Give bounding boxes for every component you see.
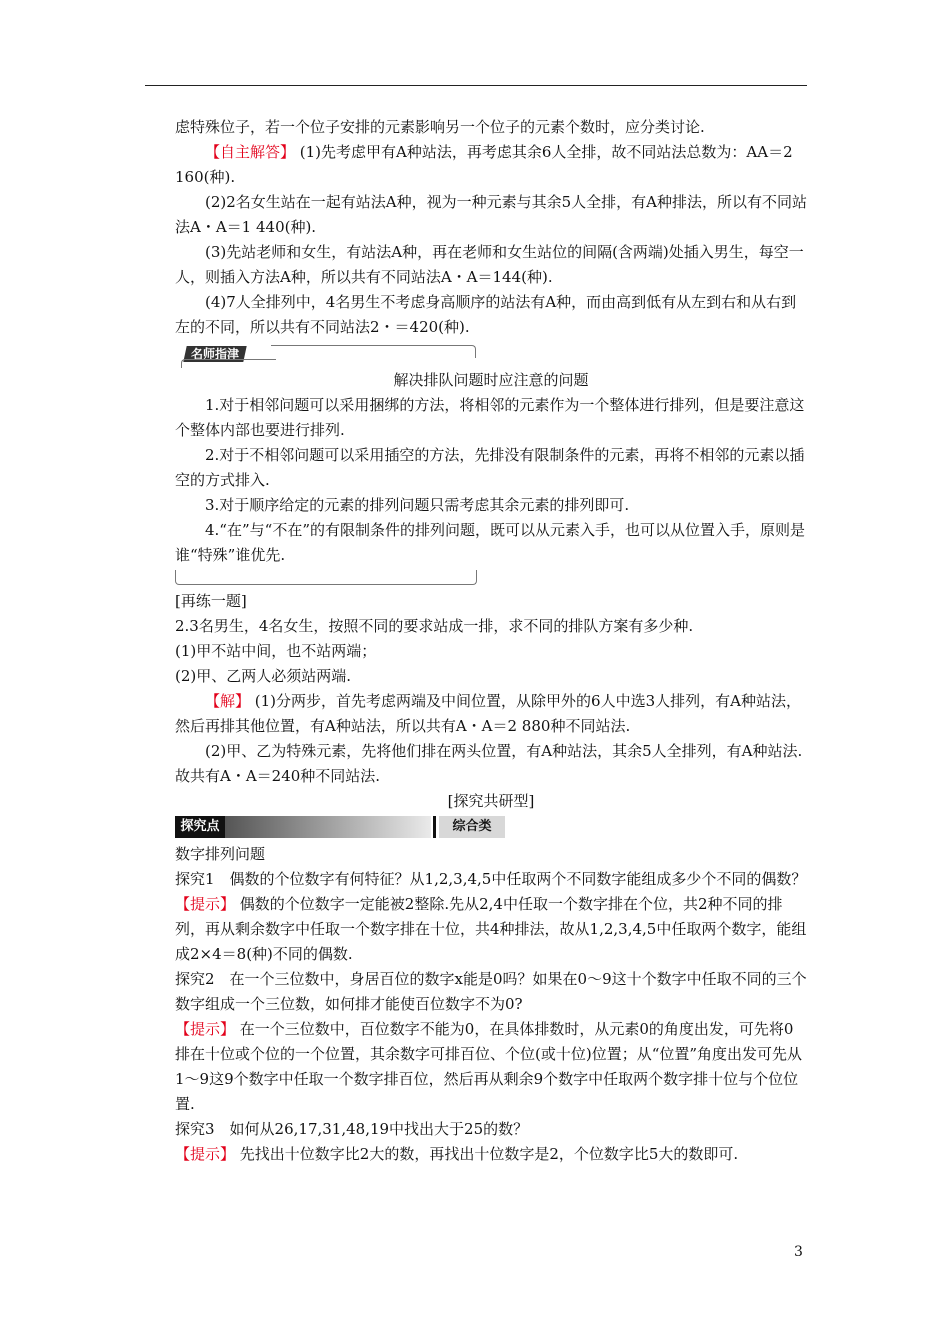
practice-question-2: (2)甲、乙两人必须站两端. bbox=[175, 667, 352, 685]
intro-line: 虑特殊位子，若一个位子安排的元素影响另一个位子的元素个数时，应分类讨论. bbox=[175, 118, 705, 136]
tip-title: 解决排队问题时应注意的问题 bbox=[393, 371, 589, 389]
hint-text-1: 偶数的个位数字一定能被2整除.先从2,4中任取一个数字排在个位，共2种不同的排列，再从剩余数字中任取一个数字排在十位，共4种排法，故从1,2,3,4,5中任取两个数字，能组成2×4＝8(种)不同的偶数. bbox=[175, 895, 807, 963]
tip-frame-bottom bbox=[175, 570, 477, 585]
explore-section-title: [探究共研型] bbox=[447, 792, 535, 810]
solution-label: 【解】 bbox=[205, 692, 251, 710]
hint-paragraph-1 bbox=[175, 892, 807, 967]
tip-item-3: 3.对于顺序给定的元素的排列问题只需考虑其余元素的排列即可. bbox=[205, 496, 630, 514]
explore-1: 探究1 偶数的个位数字有何特征？从1,2,3,4,5中任取两个不同数字能组成多少个不同的偶数？ bbox=[175, 870, 807, 888]
tip-item-4: 4.“在”与“不在”的有限制条件的排列问题，既可以从元素入手，也可以从位置入手，原则是谁“特殊”谁优先. bbox=[175, 521, 805, 564]
solution-text-1: (1)分两步，首先考虑两端及中间位置，从除甲外的6人中选3人排列，有A种站法，然后再排其他位置，有A种站法，所以共有A・A＝2 880种不同站法. bbox=[175, 692, 801, 735]
hint-text-2: 在一个三位数中，百位数字不能为0，在具体排数时，从元素0的角度出发，可先将0排在十位或个位的一个位置，其余数字可排百位、个位(或十位)位置；从“位置”角度出发可先从1～9这9个数字中任取一个数字排百位，然后再从剩余9个数字中任取两个数字排十位与个位位置. bbox=[175, 1020, 803, 1113]
hint-paragraph-3 bbox=[175, 1142, 807, 1167]
explore-topic: 数字排列问题 bbox=[175, 845, 266, 863]
hint-label-3: 【提示】 bbox=[175, 1145, 236, 1163]
explore-bar bbox=[175, 816, 505, 838]
bar-left-label: 探究点 bbox=[175, 816, 225, 838]
solution-paragraph-1 bbox=[175, 689, 807, 739]
tip-box-header bbox=[175, 344, 475, 366]
page-number: 3 bbox=[794, 1244, 803, 1260]
tip-item-2: 2.对于不相邻问题可以采用插空的方法，先排没有限制条件的元素，再将不相邻的元素以插空的方式排入. bbox=[175, 446, 805, 489]
answer-paragraph-2: (2)2名女生站在一起有站法A种，视为一种元素与其余5人全排，有A种排法，所以有不同站法A・A＝1 440(种). bbox=[175, 193, 808, 236]
answer-paragraph-3: (3)先站老师和女生，有站法A种，再在老师和女生站位的间隔(含两端)处插入男生，每空一人，则插入方法A种，所以共有不同站法A・A＝144(种). bbox=[175, 243, 804, 286]
practice-question: 2.3名男生，4名女生，按照不同的要求站成一排，求不同的排队方案有多少种. bbox=[175, 617, 694, 635]
tip-frame-left bbox=[181, 359, 276, 368]
hint-label-2: 【提示】 bbox=[175, 1020, 236, 1038]
bar-divider bbox=[433, 816, 436, 838]
tip-item-1: 1.对于相邻问题可以采用捆绑的方法，将相邻的元素作为一个整体进行排列，但是要注意这个整体内部也要进行排列. bbox=[175, 396, 805, 439]
answer-paragraph-1 bbox=[175, 140, 807, 190]
practice-heading: [再练一题] bbox=[175, 592, 247, 610]
hint-paragraph-2 bbox=[175, 1017, 807, 1117]
explore-2: 探究2 在一个三位数中，身居百位的数字x能是0吗？如果在0～9这十个数字中任取不同的三个数字组成一个三位数，如何排才能使百位数字不为0? bbox=[175, 970, 807, 1013]
practice-question-1: (1)甲不站中间，也不站两端； bbox=[175, 642, 377, 660]
hint-label-1: 【提示】 bbox=[175, 895, 236, 913]
tip-frame-top bbox=[271, 345, 476, 358]
solution-paragraph-2: (2)甲、乙为特殊元素，先将他们排在两头位置，有A种站法，其余5人全排列，有A种站法.故共有A・A＝240种不同站法. bbox=[175, 742, 803, 785]
bar-gradient bbox=[225, 816, 431, 838]
bar-right-label: 综合类 bbox=[439, 816, 505, 838]
hint-text-3: 先找出十位数字比2大的数，再找出十位数字是2，个位数字比5大的数即可. bbox=[235, 1145, 739, 1163]
answer-text-1: (1)先考虑甲有A种站法，再考虑其余6人全排，故不同站法总数为：AA＝2 160(种). bbox=[175, 143, 793, 186]
tip-tag-label: 名师指津 bbox=[191, 347, 240, 361]
header-rule bbox=[145, 85, 807, 86]
page-body bbox=[175, 115, 807, 1167]
answer-label: 【自主解答】 bbox=[205, 143, 296, 161]
explore-3: 探究3 如何从26,17,31,48,19中找出大于25的数？ bbox=[175, 1120, 529, 1138]
answer-paragraph-4: (4)7人全排列中，4名男生不考虑身高顺序的站法有A种，而由高到低有从左到右和从右到左的不同，所以共有不同站法2・＝420(种). bbox=[175, 293, 797, 336]
